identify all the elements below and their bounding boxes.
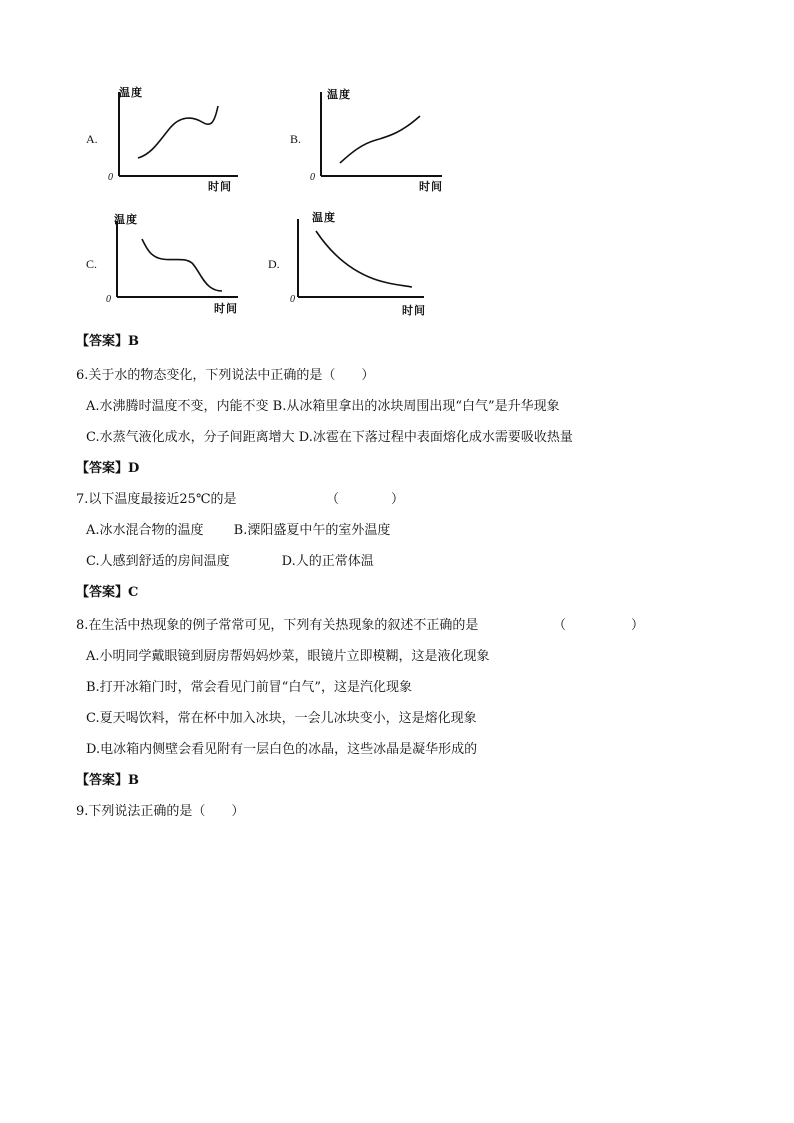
question-8-blank: （ ） xyxy=(553,618,645,633)
graph-option-a xyxy=(80,80,250,195)
graph-a-origin: 0 xyxy=(108,172,113,183)
graph-a-ylabel: 温度 xyxy=(119,86,143,99)
graph-a-curve xyxy=(138,106,218,158)
graph-d-curve xyxy=(316,231,412,287)
question-8-option-a: A.小明同学戴眼镜到厨房帮妈妈炒菜，眼镜片立即模糊，这是液化现象 xyxy=(86,649,490,664)
graph-c-origin: 0 xyxy=(106,294,111,305)
graph-b-xlabel: 时间 xyxy=(419,180,443,193)
graph-d-xlabel: 时间 xyxy=(402,304,426,317)
question-7-options-cd: C.人感到舒适的房间温度 D.人的正常体温 xyxy=(86,554,374,569)
graph-d-ylabel: 温度 xyxy=(312,211,336,224)
graph-c-xlabel: 时间 xyxy=(214,302,238,315)
option-letter-d: D. xyxy=(268,257,280,271)
option-letter-a: A. xyxy=(86,132,98,146)
graph-a-xlabel: 时间 xyxy=(208,180,232,193)
graph-option-b xyxy=(284,80,454,195)
question-8-stem: 8.在生活中热现象的例子常常可见，下列有关热现象的叙述不正确的是 xyxy=(76,618,479,633)
answer-q6: 【答案】D xyxy=(76,461,140,476)
question-8-option-c: C.夏天喝饮料，常在杯中加入冰块，一会儿冰块变小，这是熔化现象 xyxy=(86,711,477,726)
graph-c-curve xyxy=(142,239,222,291)
graph-b-origin: 0 xyxy=(310,172,315,183)
question-8-option-d: D.电冰箱内侧壁会看见附有一层白色的冰晶，这些冰晶是凝华形成的 xyxy=(86,742,478,757)
question-7-blank: （ ） xyxy=(326,492,405,507)
graph-option-d xyxy=(262,205,442,320)
question-7-options-ab: A.冰水混合物的温度 B.溧阳盛夏中午的室外温度 xyxy=(86,523,391,538)
graph-option-c xyxy=(80,205,250,320)
answer-q8: 【答案】B xyxy=(76,773,139,788)
graph-b-curve xyxy=(340,116,420,163)
question-8-option-b: B.打开冰箱门时，常会看见门前冒“白气”，这是汽化现象 xyxy=(86,680,412,695)
question-7-stem: 7.以下温度最接近25℃的是 xyxy=(76,492,237,507)
option-letter-c: C. xyxy=(86,257,98,271)
question-6-options-cd: C.水蒸气液化成水，分子间距离增大 D.冰雹在下落过程中表面熔化成水需要吸收热量 xyxy=(86,430,573,445)
option-letter-b: B. xyxy=(290,132,302,146)
question-9-stem: 9.下列说法正确的是（ ） xyxy=(76,804,245,819)
graph-c-ylabel: 温度 xyxy=(114,213,138,226)
question-6-options-ab: A.水沸腾时温度不变，内能不变 B.从冰箱里拿出的冰块周围出现“白气”是升华现象 xyxy=(86,399,560,414)
graph-b-ylabel: 温度 xyxy=(327,88,351,101)
answer-q5: 【答案】B xyxy=(76,334,139,349)
answer-q7: 【答案】C xyxy=(76,585,139,600)
question-6-stem: 6.关于水的物态变化，下列说法中正确的是（ ） xyxy=(76,368,375,383)
graph-d-origin: 0 xyxy=(290,294,295,305)
